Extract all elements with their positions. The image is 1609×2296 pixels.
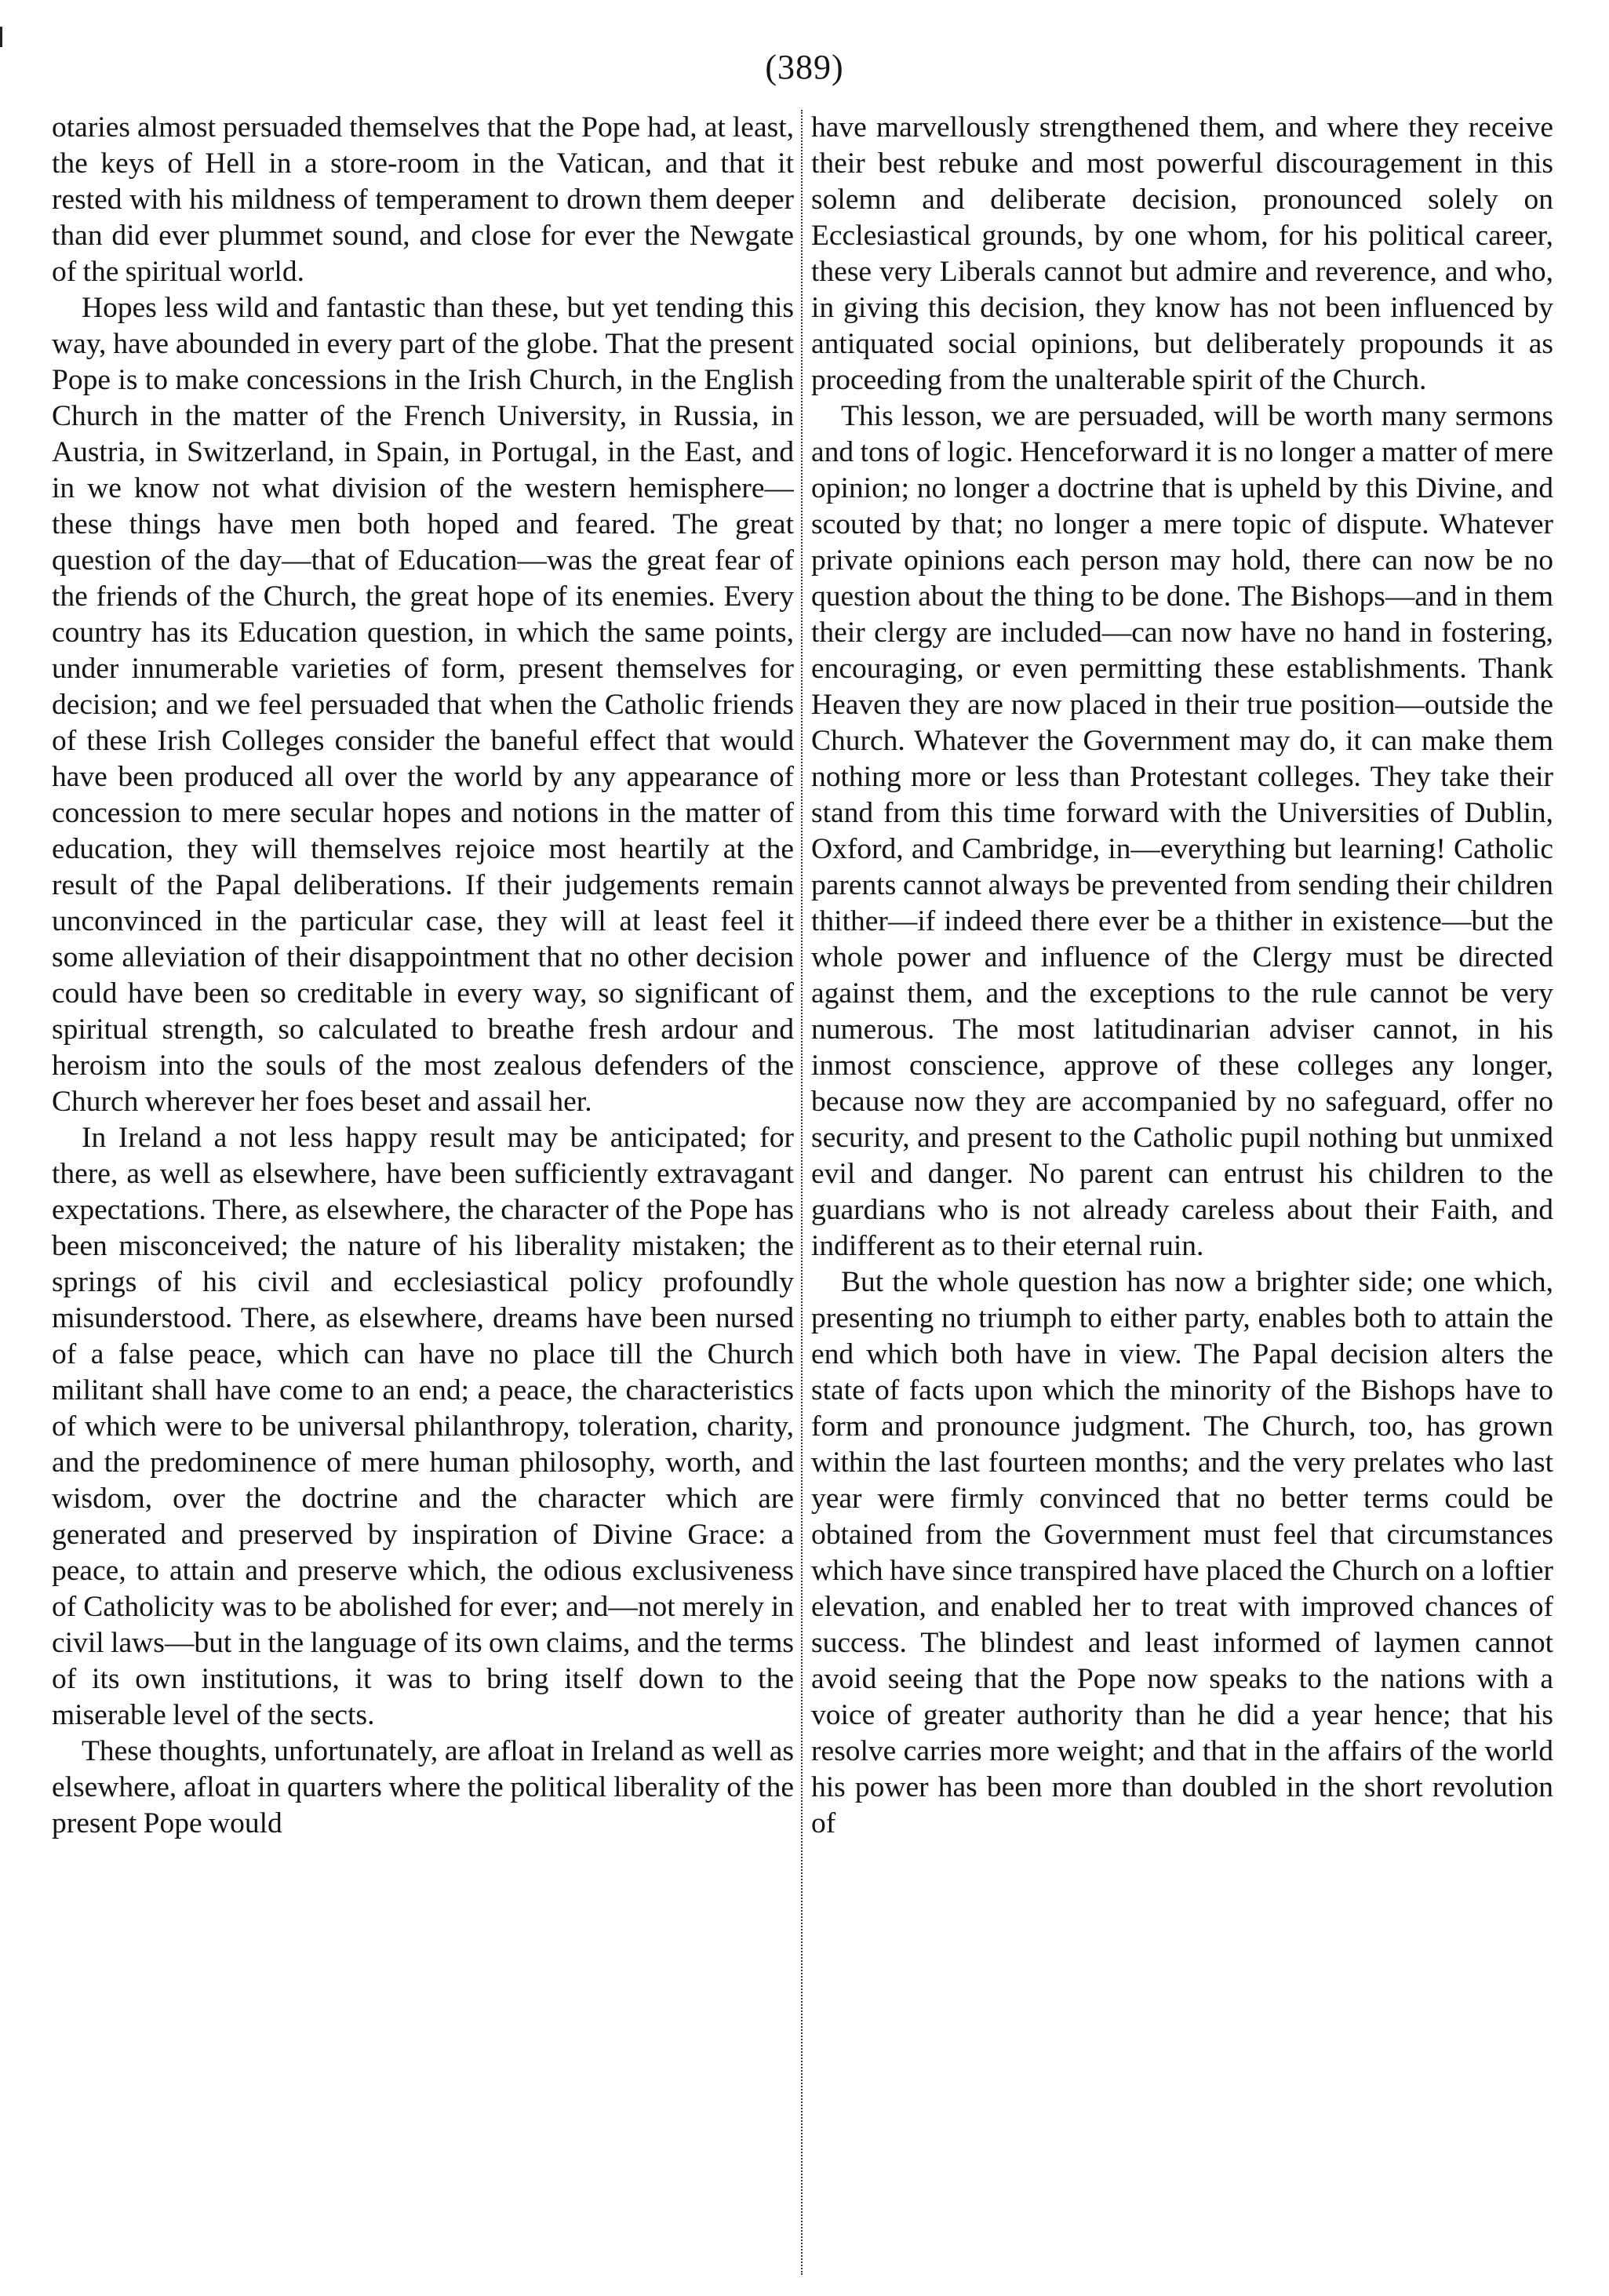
paragraph: These thoughts, unfortunately, are afloat in Ireland as well as elsewhere, afloat in quarters where the political liberality of the present Pope would	[52, 1735, 794, 1839]
page-number: (389)	[765, 48, 844, 86]
margin-mark	[0, 27, 2, 47]
paragraph: This lesson, we are persuaded, will be worth many sermons and tons of logic. Henceforward it is no longer a matter of mere opinion; no longer a doctrine that is upheld by this Divine, and scouted by that; no longer a mere topic of dispute. Whatever private opinions each person may hold, there can now be no question about the thing to be done. The Bishops—and in them their clergy are included—can now have no hand in fostering, encouraging, or even permitting these establishments. Thank Heaven they are now placed in their true position—outside the Church. Whatever the Government may do, it can make them nothing more or less than Protestant colleges. They take their stand from this time forward with the Universities of Dublin, Oxford, and Cambridge, in—everything but learning! Catholic parents cannot always be prevented from sending their children thither—if indeed there ever be a thither in existence—but the whole power and influence of the Clergy must be directed against them, and the exceptions to the rule cannot be very numerous. The most latitudinarian adviser cannot, in his inmost conscience, approve of these colleges any longer, because now they are accompanied by no safeguard, offer no security, and present to the Catholic pupil nothing but unmixed evil and danger. No parent can entrust his children to the guardians who is not already careless about their Faith, and indifferent as to their eternal ruin.	[811, 400, 1553, 1262]
column-divider	[801, 110, 803, 2275]
paragraph: In Ireland a not less happy result may be anticipated; for there, as well as elsewhere, have been sufficiently extravagant expectations. There, as elsewhere, the character of the Pope has been misconceived; the nature of his liberality mistaken; the springs of his civil and ecclesiastical policy profoundly misunderstood. There, as elsewhere, dreams have been nursed of a false peace, which can have no place till the Church militant shall have come to an end; a peace, the characteristics of which were to be universal philanthropy, toleration, charity, and the predominence of mere human philosophy, worth, and wisdom, over the doctrine and the character which are generated and preserved by inspiration of Divine Grace: a peace, to attain and preserve which, the odious exclusiveness of Catholicity was to be abolished for ever; and—not merely in civil laws—but in the language of its own claims, and the terms of its own institutions, it was to bring itself down to the miserable level of the sects.	[52, 1122, 794, 1731]
paragraph: have marvellously strengthened them, and where they receive their best rebuke and most powerful discouragement in this solemn and deliberate decision, pronounced solely on Ecclesiastical grounds, by one whom, for his political career, these very Liberals cannot but admire and reverence, and who, in giving this decision, they know has not been influenced by antiquated social opinions, but deliberately propounds it as proceeding from the unalterable spirit of the Church.	[811, 111, 1553, 396]
paragraph: Hopes less wild and fantastic than these, but yet tending this way, have abounded in every part of the globe. That the present Pope is to make concessions in the Irish Church, in the English Church in the matter of the French University, in Russia, in Austria, in Switzerland, in Spain, in Portugal, in the East, and in we know not what division of the western hemisphere—these things have men both hoped and feared. The great question of the day—that of Education—was the great fear of the friends of the Church, the great hope of its enemies. Every country has its Education question, in which the same points, under innumerable varieties of form, present themselves for decision; and we feel persuaded that when the Catholic friends of these Irish Colleges consider the baneful effect that would have been produced all over the world by any appearance of concession to mere secular hopes and notions in the matter of education, they will themselves rejoice most heartily at the result of the Papal deliberations. If their judgements remain unconvinced in the particular case, they will at least feel it some alleviation of their disappointment that no other decision could have been so creditable in every way, so significant of spiritual strength, so calculated to breathe fresh ardour and heroism into the souls of the most zealous defenders of the Church wherever her foes beset and assail her.	[52, 292, 794, 1118]
left-column	[52, 110, 794, 2275]
right-column	[811, 110, 1553, 2275]
paragraph: otaries almost persuaded themselves that the Pope had, at least, the keys of Hell in a store-room in the Vatican, and that it rested with his mildness of temperament to drown them deeper than did ever plummet sound, and close for ever the Newgate of the spiritual world.	[52, 111, 794, 288]
paragraph: But the whole question has now a brighter side; one which, presenting no triumph to either party, enables both to attain the end which both have in view. The Papal decision alters the state of facts upon which the minority of the Bishops have to form and pronounce judgment. The Church, too, has grown within the last fourteen months; and the very prelates who last year were firmly convinced that no better terms could be obtained from the Government must feel that circumstances which have since transpired have placed the Church on a loftier elevation, and enabled her to treat with improved chances of success. The blindest and least informed of laymen cannot avoid seeing that the Pope now speaks to the nations with a voice of greater authority than he did a year hence; that his resolve carries more weight; and that in the affairs of the world his power has been more than doubled in the short revolution of	[811, 1266, 1553, 1839]
